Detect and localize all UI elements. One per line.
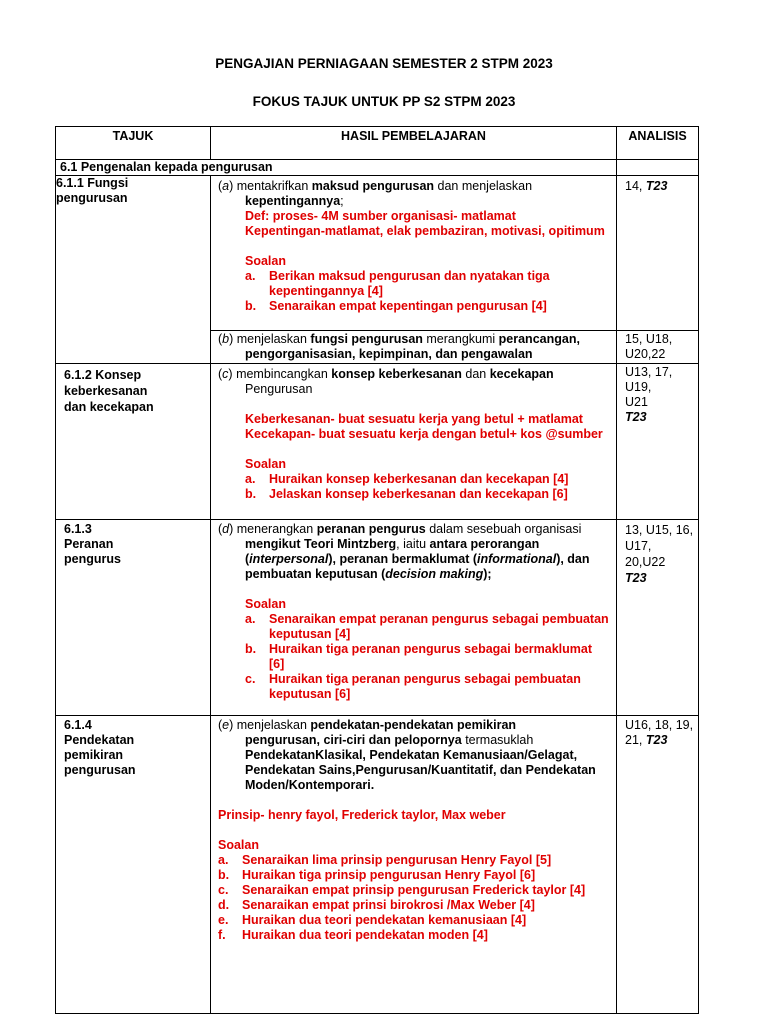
list-item: b. Senaraikan empat kepentingan pengurusan [4] xyxy=(245,299,547,313)
list-item-marker: d. xyxy=(218,898,230,912)
section-row xyxy=(56,160,699,176)
list-item-text: Senaraikan empat prinsip pengurusan Frederick taylor [4] xyxy=(242,883,586,897)
table-row xyxy=(56,520,699,716)
analysis-tag: T23 xyxy=(625,571,647,585)
topic-cell-6-1-1 xyxy=(56,176,211,364)
analysis-cell: U16, 18, 19, 21, T23 xyxy=(617,716,699,1014)
list-item: c. Huraikan tiga peranan pengurus sebagai pembuatan keputusan [6] xyxy=(245,672,581,701)
topic-cell-6-1-2: 6.1.2 Konsep keberkesanan dan kecekapan xyxy=(56,364,211,520)
analysis-cell: 15, U18, U20,22 xyxy=(617,331,699,364)
list-item-text: Huraikan dua teori pendekatan moden [4] xyxy=(242,928,488,942)
list-item-text: Huraikan tiga prinsip pengurusan Henry Fayol [6] xyxy=(242,868,536,882)
list-item-marker: b. xyxy=(218,868,230,882)
soalan-heading: Soalan xyxy=(245,254,286,268)
analysis-cell: 13, U15, 16, U17, 20,U22 T23 xyxy=(617,520,699,716)
outcome-cell-e: (e) menjelaskan pendekatan-pendekatan pemikiran pengurusan, ciri-ciri dan pelopornya termasuklah PendekatanKlasikal, Pendekatan Kemanusiaan/Gelagat, Pendekatan Sains,Pengurusan/Kuantitatif, dan Pendekatan Moden/Kontemporari. Prinsip- henry fayol, Frederick taylor, Max weber Soalan a. Senaraikan lima prinsip pengurusan Henry Fayol [5] b. Huraikan tiga prinsip pengurusan Henry Fayol [6] c. Senaraikan empat prinsip pengurusan Frederick taylor [4] d. Senaraikan empat prinsi birokrosi /Max Weber [4] e. Huraikan dua teori pendekatan kemanusiaan [4] f. Huraikan dua teori pendekatan moden [4] xyxy=(211,716,617,1014)
list-item xyxy=(218,898,612,913)
table-header-row xyxy=(56,127,699,160)
document-title: PENGAJIAN PERNIAGAAN SEMESTER 2 STPM 2023 xyxy=(215,56,553,71)
outcome-mark: a xyxy=(222,179,230,193)
list-item-marker: a. xyxy=(218,853,229,867)
outcome-cell-a: (a) mentakrifkan maksud pengurusan dan menjelaskan kepentingannya; Def: proses- 4M sumber organisasi- matlamat Kepentingan-matlamat, elak pembaziran, motivasi, opitimum Soalan a. Berikan maksud pengurusan dan nyatakan tiga kepentingannya [4] b. Senaraikan empat kepentingan pengurusan [4] xyxy=(211,176,617,331)
list-item xyxy=(218,868,612,883)
list-item: b. Huraikan tiga peranan pengurus sebagai bermaklumat [6] xyxy=(245,642,593,671)
outcome-key-phrase: kepentingannya xyxy=(245,194,341,208)
analysis-tag: T23 xyxy=(625,410,647,424)
topic-title-line: 6.1.1 Fungsi xyxy=(56,176,129,190)
outcome-key-phrase: maksud pengurusan xyxy=(311,179,435,193)
topic-cell-6-1-3: 6.1.3 Peranan pengurus xyxy=(56,520,211,716)
list-item-marker: c. xyxy=(218,883,229,897)
topic-cell-6-1-4: 6.1.4 Pendekatan pemikiran pengurusan xyxy=(56,716,211,1014)
soalan-heading: Soalan xyxy=(245,457,286,471)
soalan-heading: Soalan xyxy=(218,838,259,852)
outcome-mark: e xyxy=(222,718,230,732)
list-item xyxy=(218,883,612,898)
header-hasil-pembelajaran: HASIL PEMBELAJARAN xyxy=(211,127,617,160)
section-empty-cell xyxy=(617,160,699,176)
table-row xyxy=(56,176,699,331)
header-tajuk: TAJUK xyxy=(56,127,211,160)
list-item xyxy=(218,913,612,928)
table-row xyxy=(56,716,699,1014)
importance-note: Kepentingan-matlamat, elak pembaziran, motivasi, opitimum xyxy=(245,224,605,238)
list-item-text: Senaraikan lima prinsip pengurusan Henry Fayol [5] xyxy=(242,853,552,867)
soalan-heading: Soalan xyxy=(245,597,286,611)
topic-title-line: pengurusan xyxy=(56,191,128,205)
list-item xyxy=(218,928,612,943)
analysis-tag: T23 xyxy=(645,179,668,193)
table-row xyxy=(56,364,699,520)
effectiveness-note: Keberkesanan- buat sesuatu kerja yang betul + matlamat xyxy=(245,412,583,426)
analysis-tag: T23 xyxy=(645,733,668,747)
section-label: 6.1 Pengenalan kepada pengurusan xyxy=(56,160,617,176)
list-item-marker: e. xyxy=(218,913,229,927)
list-item: a. Senaraikan empat peranan pengurus sebagai pembuatan keputusan [4] xyxy=(245,612,609,641)
list-item: b. Jelaskan konsep keberkesanan dan kecekapan [6] xyxy=(245,487,568,501)
outcome-cell-c: (c) membincangkan konsep keberkesanan dan kecekapan Pengurusan Keberkesanan- buat sesuatu kerja yang betul + matlamat Kecekapan- buat sesuatu kerja dengan betul+ kos @sumber Soalan a. Huraikan konsep keberkesanan dan kecekapan [4] b. Jelaskan konsep keberkesanan dan kecekapan [6] xyxy=(211,364,617,520)
outcome-cell-b: (b) menjelaskan fungsi pengurusan merangkumi perancangan, pengorganisasian, kepimpinan, dan pengawalan xyxy=(211,331,617,364)
outcome-mark: b xyxy=(222,332,230,346)
document-subtitle: FOKUS TAJUK UNTUK PP S2 STPM 2023 xyxy=(252,94,516,109)
outcome-cell-d: (d) menerangkan peranan pengurus dalam sesebuah organisasi mengikut Teori Mintzberg, iaitu antara perorangan (interpersonal), peranan bermaklumat (informational), dan pembuatan keputusan (decision making); Soalan a. Senaraikan empat peranan pengurus sebagai pembuatan keputusan [4] b. Huraikan tiga peranan pengurus sebagai bermaklumat [6] c. Huraikan tiga peranan pengurus sebagai pembuatan keputusan [6] xyxy=(211,520,617,716)
definition-note: Def: proses- 4M sumber organisasi- matlamat xyxy=(245,209,516,223)
question-list xyxy=(218,853,612,943)
outcome-text: ; xyxy=(340,194,344,208)
topics-table xyxy=(55,126,699,1014)
header-analisis: ANALISIS xyxy=(617,127,699,160)
outcome-text: mentakrifkan xyxy=(236,179,312,193)
efficiency-note: Kecekapan- buat sesuatu kerja dengan betul+ kos @sumber xyxy=(245,427,603,441)
outcome-mark: d xyxy=(222,522,230,536)
list-item xyxy=(218,853,612,868)
analysis-cell: U13, 17, U19, U21 T23 xyxy=(617,364,699,520)
list-item-text: Senaraikan empat prinsi birokrosi /Max Weber [4] xyxy=(242,898,535,912)
outcome-text: dan menjelaskan xyxy=(434,179,533,193)
prinsip-note: Prinsip- henry fayol, Frederick taylor, Max weber xyxy=(218,808,506,822)
list-item-marker: f. xyxy=(218,928,226,942)
outcome-mark: c xyxy=(222,367,229,381)
list-item: a. Berikan maksud pengurusan dan nyatakan tiga kepentingannya [4] xyxy=(245,269,550,298)
list-item: a. Huraikan konsep keberkesanan dan kecekapan [4] xyxy=(245,472,569,486)
analysis-cell: 14, T23 xyxy=(617,176,699,331)
outcome-key-phrase: pengorganisasian, kepimpinan, dan pengawalan xyxy=(245,347,533,361)
list-item-text: Huraikan dua teori pendekatan kemanusiaan [4] xyxy=(242,913,527,927)
